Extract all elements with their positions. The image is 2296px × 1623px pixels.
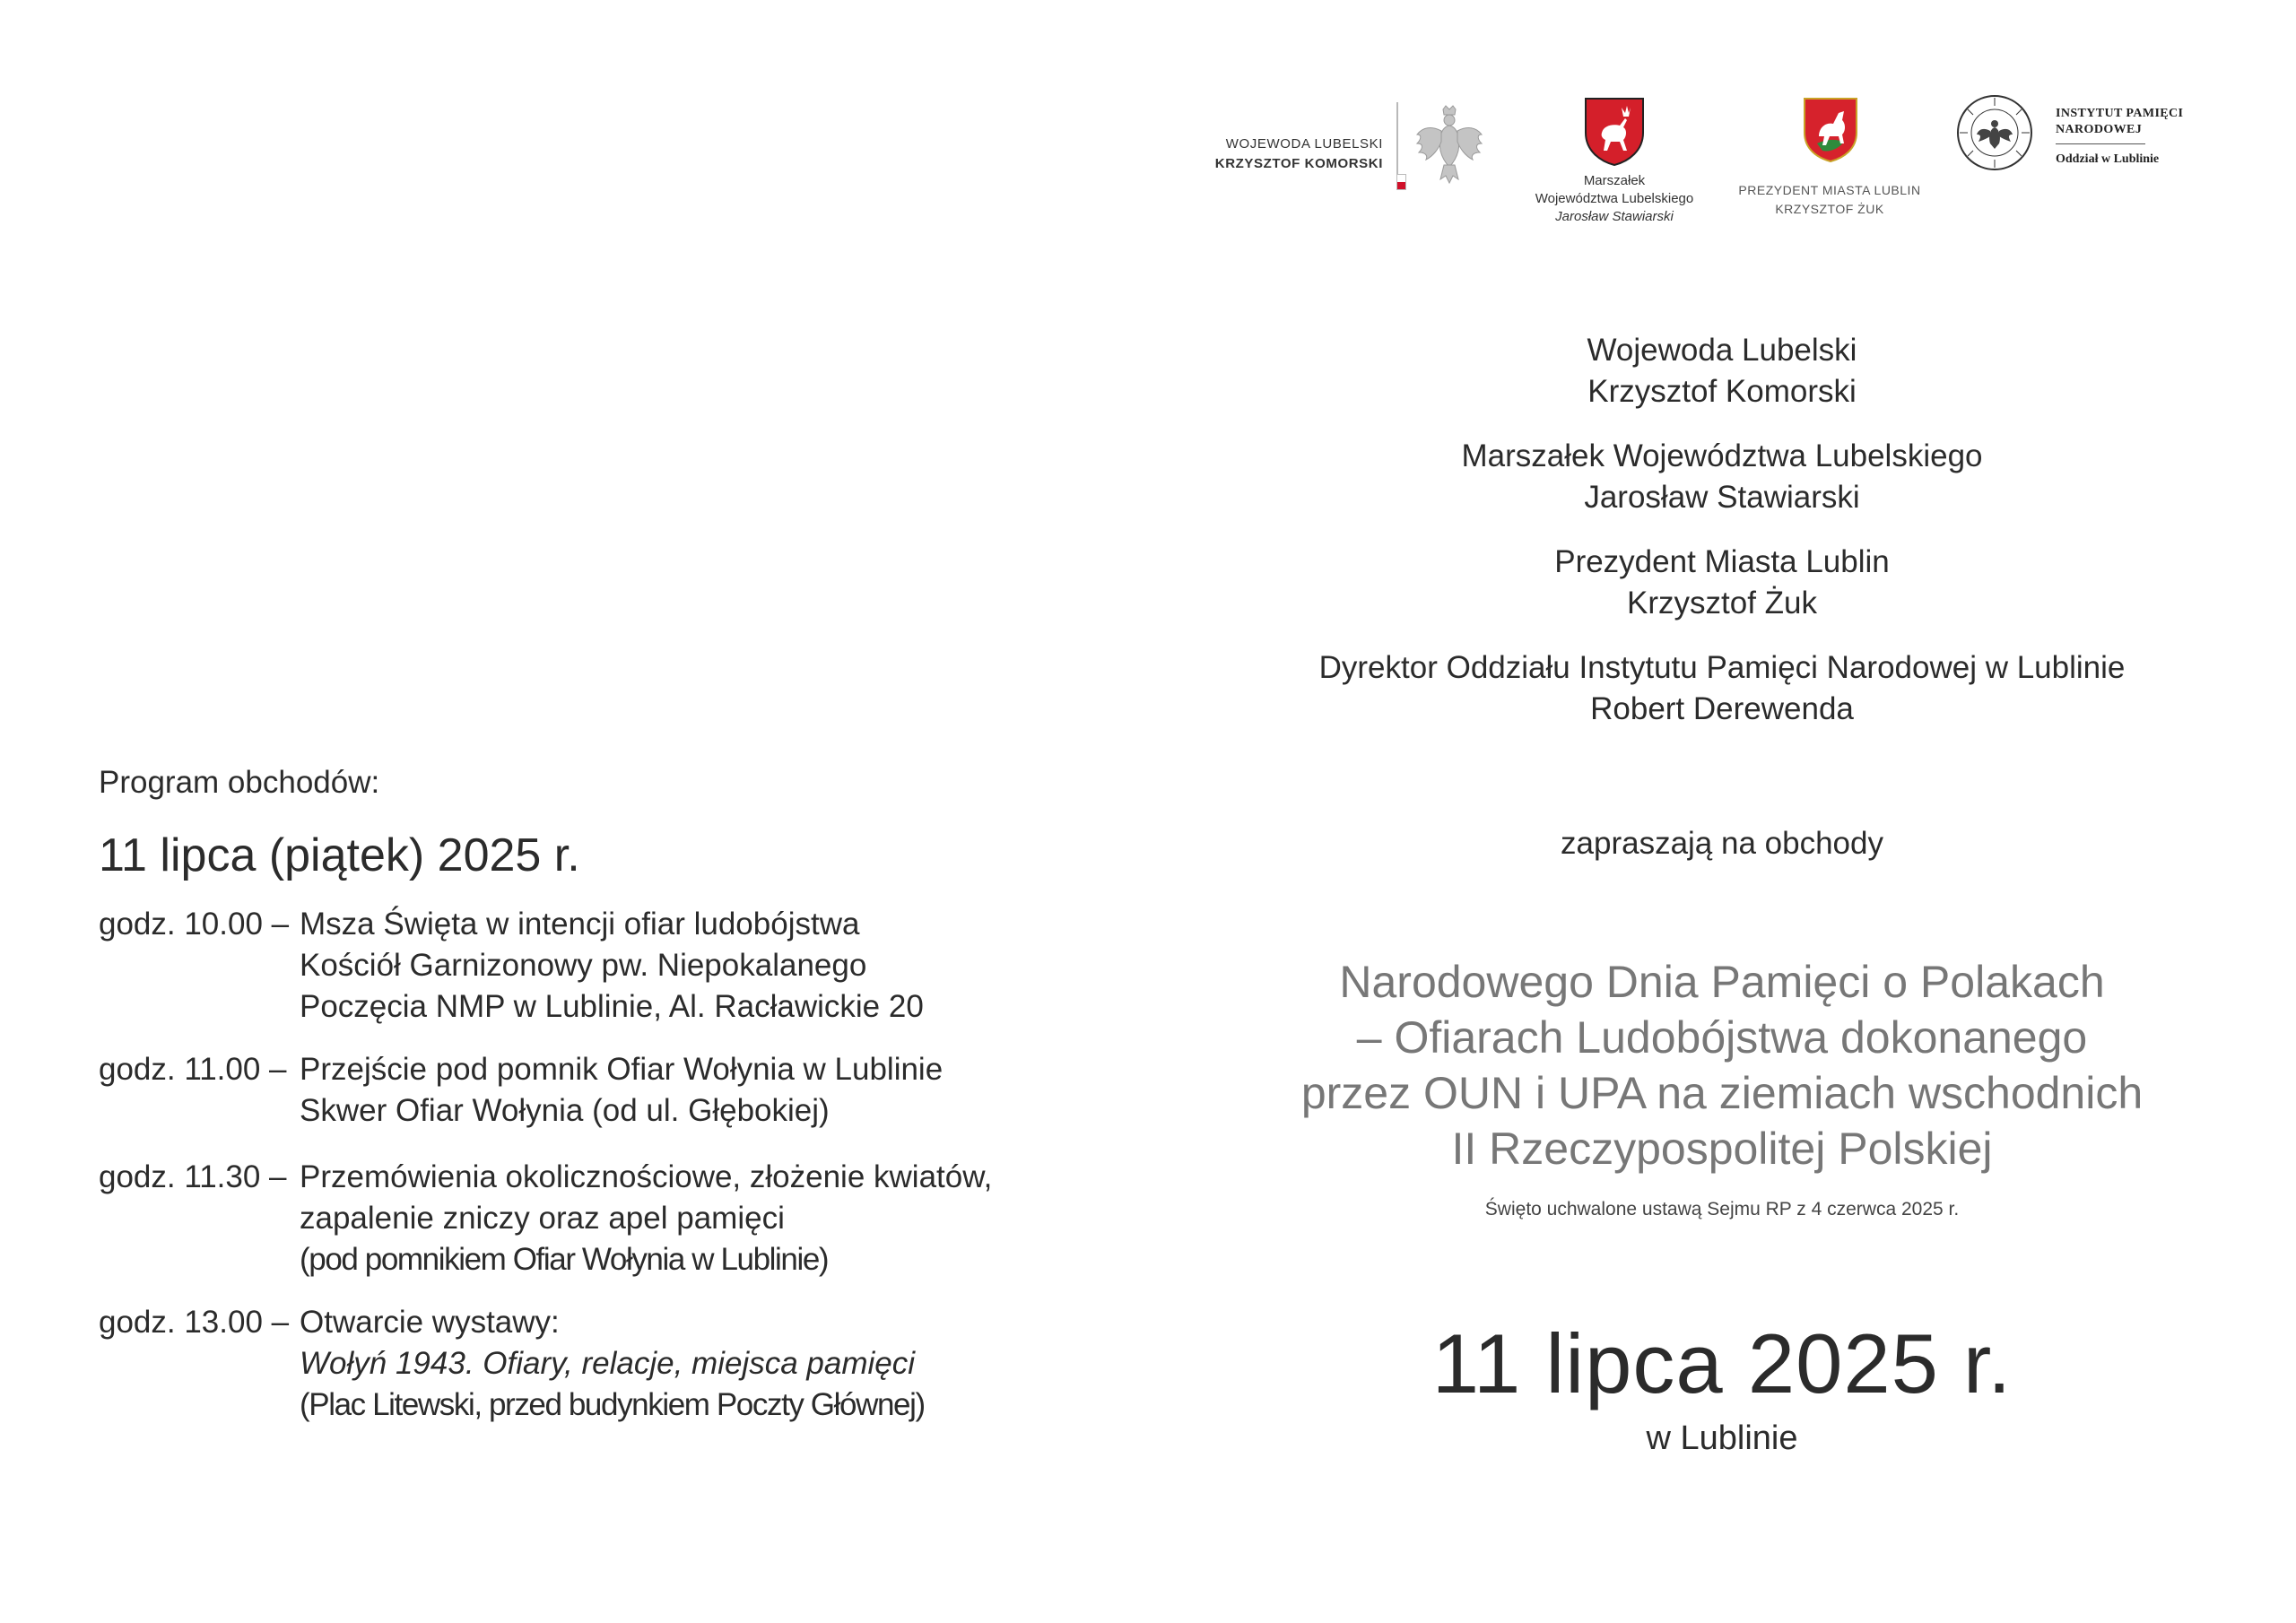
logo-prezydent-line1: PREZYDENT MIASTA LUBLIN (1738, 183, 1921, 197)
logo-prezydent-line2: KRZYSZTOF ŻUK (1775, 202, 1884, 216)
host-marszalek (1256, 436, 2188, 518)
program-item-line: Otwarcie wystawy: (300, 1305, 560, 1340)
host-title: Wojewoda Lubelski (1587, 333, 1857, 368)
program-item-time: godz. 11.30 – (99, 1159, 287, 1194)
host-wojewoda (1256, 330, 2188, 412)
logo-ipn-line3: Oddział w Lublinie (2056, 152, 2160, 166)
host-prezydent (1256, 542, 2188, 624)
host-title: Prezydent Miasta Lublin (1554, 544, 1890, 579)
logo-ipn-line1: INSTYTUT PAMIĘCI (2056, 107, 2184, 120)
program-date: 11 lipca (piątek) 2025 r. (99, 829, 580, 881)
logo-marszalek-line2: Województwa Lubelskiego (1535, 191, 1694, 206)
event-place: w Lublinie (1646, 1419, 1798, 1457)
program-item-line: Przemówienia okolicznościowe, złożenie kwiatów, (300, 1159, 993, 1194)
program-item-line: Msza Święta w intencji ofiar ludobójstwa (300, 907, 860, 942)
event-title-line: Narodowego Dnia Pamięci o Polakach (1339, 957, 2105, 1007)
program-item-line: Poczęcia NMP w Lublinie, Al. Racławickie 20 (300, 989, 924, 1024)
logo-wojewoda-line1: WOJEWODA LUBELSKI (1225, 136, 1383, 152)
host-title: Marszałek Województwa Lubelskiego (1461, 438, 1983, 473)
polish-flag-icon (1396, 174, 1406, 190)
host-name: Jarosław Stawiarski (1584, 480, 1860, 515)
host-dyrektor-ipn (1256, 647, 2188, 730)
event-title (1256, 954, 2188, 1176)
program-item-line: Kościół Garnizonowy pw. Niepokalanego (300, 948, 867, 983)
program-item-line: zapalenie zniczy oraz apel pamięci (300, 1201, 785, 1236)
program-item-time: godz. 11.00 – (99, 1052, 287, 1087)
program-item-time: godz. 13.00 – (99, 1305, 290, 1340)
program-item-line: (Plac Litewski, przed budynkiem Poczty Głównej) (300, 1387, 925, 1422)
host-name: Krzysztof Komorski (1587, 374, 1857, 409)
logo-marszalek-line3: Jarosław Stawiarski (1555, 209, 1674, 224)
event-note: Święto uchwalone ustawą Sejmu RP z 4 czerwca 2025 r. (1484, 1199, 1960, 1219)
event-title-line: II Rzeczypospolitej Polskiej (1451, 1124, 1993, 1174)
logo-wojewoda (1166, 97, 1489, 195)
logo-wojewoda-line2: KRZYSZTOF KOMORSKI (1214, 156, 1383, 171)
event-title-line: – Ofiarach Ludobójstwa dokonanego (1356, 1012, 2088, 1063)
host-title: Dyrektor Oddziału Instytutu Pamięci Narodowej w Lublinie (1318, 650, 2126, 685)
lubelskie-coat-of-arms-icon (1584, 97, 1645, 167)
program-heading: Program obchodów: (99, 765, 380, 800)
logo-ipn-separator (2056, 143, 2145, 144)
polish-eagle-icon (1413, 104, 1485, 185)
logo-ipn (1955, 90, 2206, 188)
event-date: 11 lipca 2025 r. (1431, 1316, 2013, 1410)
logo-ipn-line2: NARODOWEJ (2056, 123, 2143, 136)
logo-prezydent (1731, 93, 1928, 228)
host-name: Robert Derewenda (1590, 691, 1854, 726)
lublin-coat-of-arms-icon (1803, 97, 1858, 163)
invite-text: zapraszają na obchody (1561, 826, 1883, 861)
program-item-line: Przejście pod pomnik Ofiar Wołynia w Lublinie (300, 1052, 944, 1087)
program-item-line: (pod pomnikiem Ofiar Wołynia w Lublinie) (300, 1242, 829, 1277)
logo-marszalek (1516, 93, 1713, 228)
host-name: Krzysztof Żuk (1627, 586, 1817, 621)
ipn-seal-icon (1955, 93, 2034, 172)
exhibition-title: Wołyń 1943. Ofiary, relacje, miejsca pamięci (300, 1346, 915, 1381)
program-item-time: godz. 10.00 – (99, 907, 290, 942)
event-title-line: przez OUN i UPA na ziemiach wschodnich (1300, 1068, 2144, 1118)
program-item-line: Skwer Ofiar Wołynia (od ul. Głębokiej) (300, 1093, 830, 1128)
logo-marszalek-line1: Marszałek (1583, 173, 1646, 188)
